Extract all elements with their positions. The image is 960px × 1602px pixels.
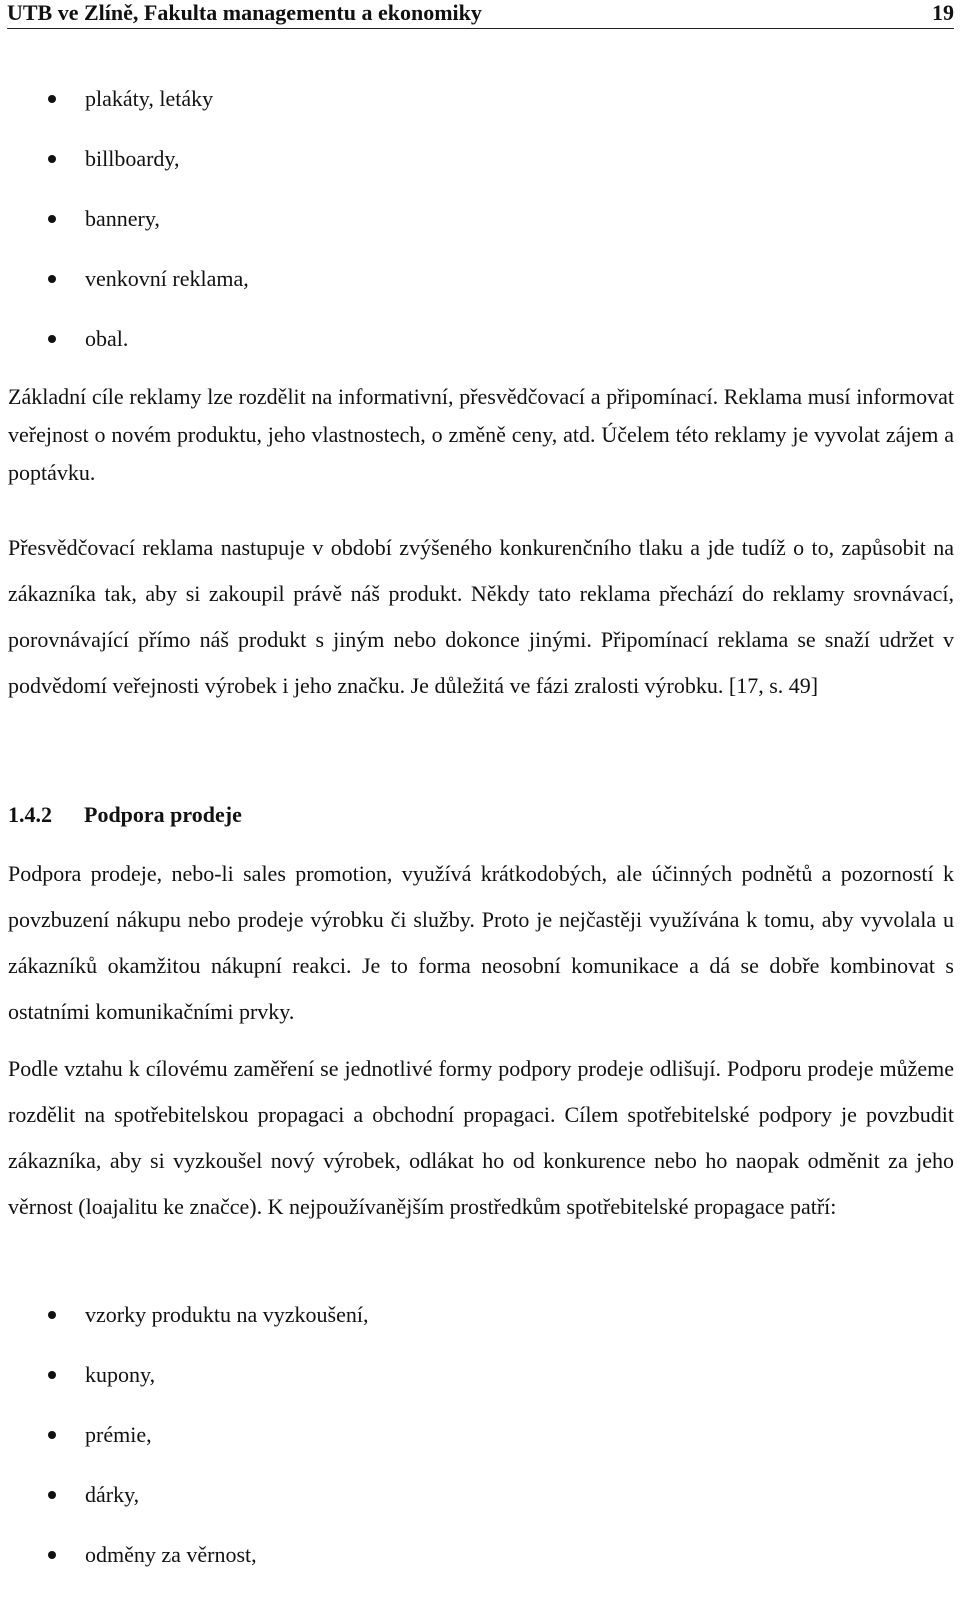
list-item: dárky, (0, 1482, 960, 1542)
paragraph-advertising-goals: Základní cíle reklamy lze rozdělit na informativní, přesvědčovací a připomínací. Reklama musí informovat veřejnost o novém produktu, jeho vlastnostech, o změně ceny, atd. Účelem této reklamy je vyvolat zájem a poptávku. (8, 384, 954, 485)
bullet-icon (48, 335, 56, 343)
bullet-icon (48, 1371, 56, 1379)
bullet-icon (48, 95, 56, 103)
paragraph-sales-promotion: Podpora prodeje, nebo-li sales promotion, využívá krátkodobých, ale účinných podnětů a pozorností k povzbuzení nákupu nebo prodeje výrobku či služby. Proto je nejčastěji využívána k tomu, aby vyvolala u zákazníků okamžitou nákupní reakci. Je to forma neosobní komunikace a dá se dobře kombinovat s ostatními komunikačními prvky. (8, 861, 954, 1024)
list-item: odměny za věrnost, (0, 1542, 960, 1602)
section-number: 1.4.2 (8, 802, 52, 827)
list-item: prémie, (0, 1422, 960, 1482)
list-item: plakáty, letáky (0, 86, 960, 146)
list-item: venkovní reklama, (0, 266, 960, 326)
bullet-list-consumer-tools (0, 1302, 960, 1602)
bullet-icon (48, 1311, 56, 1319)
list-item: vzorky produktu na vyzkoušení, (0, 1302, 960, 1362)
paragraph-promotion-forms: Podle vztahu k cílovému zaměření se jednotlivé formy podpory prodeje odlišují. Podporu prodeje můžeme rozdělit na spotřebitelskou propagaci a obchodní propagaci. Cílem spotřebitelské podpory je povzbudit zákazníka, aby si vyzkoušel nový výrobek, odlákat ho od konkurence nebo ho naopak odměnit za jeho věrnost (loajalitu ke značce). K nejpoužívanějším prostředkům spotřebitelské propagace patří: (8, 1056, 954, 1219)
page-header (7, 0, 954, 29)
bullet-icon (48, 1551, 56, 1559)
section-heading (8, 800, 242, 830)
section-title: Podpora prodeje (84, 802, 242, 827)
list-item: obal. (0, 326, 960, 386)
bullet-icon (48, 215, 56, 223)
bullet-list-media (0, 86, 960, 386)
header-title: UTB ve Zlíně, Fakulta managementu a ekonomiky (7, 0, 482, 25)
paragraph-persuasive-advertising: Přesvědčovací reklama nastupuje v období zvýšeného konkurenčního tlaku a jde tudíž o to, zapůsobit na zákazníka tak, aby si zakoupil právě náš produkt. Někdy tato reklama přechází do reklamy srovnávací, porovnávající přímo náš produkt s jiným nebo dokonce jinými. Připomínací reklama se snaží udržet v podvědomí veřejnosti výrobek i jeho značku. Je důležitá ve fázi zralosti výrobku. [17, s. 49] (8, 535, 954, 698)
list-item: kupony, (0, 1362, 960, 1422)
bullet-icon (48, 1491, 56, 1499)
bullet-icon (48, 1431, 56, 1439)
list-item: bannery, (0, 206, 960, 266)
list-item: billboardy, (0, 146, 960, 206)
bullet-icon (48, 275, 56, 283)
page-number: 19 (932, 0, 954, 25)
bullet-icon (48, 155, 56, 163)
